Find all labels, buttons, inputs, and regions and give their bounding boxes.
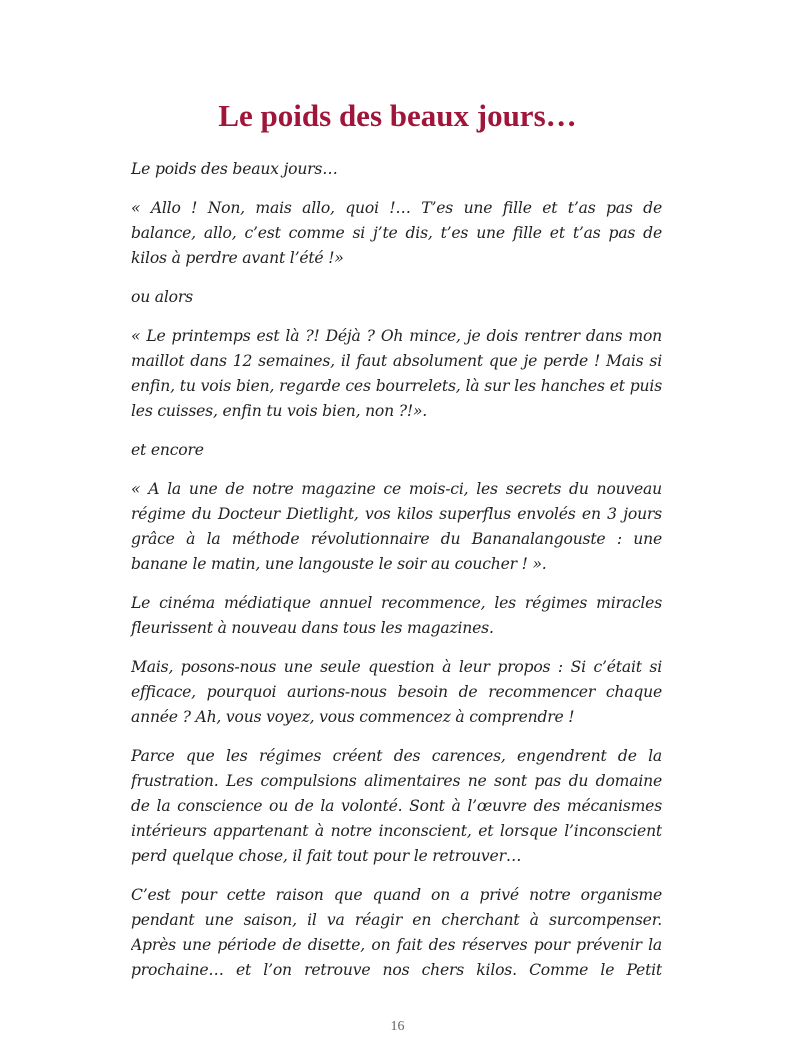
text-line: « Allo ! Non, mais allo, quoi !… T’es une fille et t’as pas de xyxy=(131,199,662,217)
paragraph xyxy=(131,157,662,182)
text-line: les cuisses, enfin tu vois bien, non ?!». xyxy=(131,402,428,420)
text-line: pendant une saison, il va réagir en cherchant à surcompenser. xyxy=(131,911,662,929)
paragraph xyxy=(131,477,662,577)
text-line: de la conscience ou de la volonté. Sont à l’œuvre des mécanismes xyxy=(131,797,662,815)
text-line: grâce à la méthode révolutionnaire du Bananalangouste : une xyxy=(131,530,662,548)
paragraph xyxy=(131,324,662,424)
text-line: Mais, posons-nous une seule question à leur propos : Si c’était si xyxy=(131,658,662,676)
text-line: année ? Ah, vous voyez, vous commencez à comprendre ! xyxy=(131,708,575,726)
paragraph xyxy=(131,591,662,641)
paragraph xyxy=(131,883,662,983)
text-line: « Le printemps est là ?! Déjà ? Oh mince, je dois rentrer dans mon xyxy=(131,327,662,345)
text-line: banane le matin, une langouste le soir au coucher ! ». xyxy=(131,555,547,573)
page-title: Le poids des beaux jours… xyxy=(218,98,577,133)
paragraph xyxy=(131,196,662,271)
paragraph xyxy=(131,744,662,869)
text-line: Le cinéma médiatique annuel recommence, les régimes miracles xyxy=(131,594,662,612)
text-line: « A la une de notre magazine ce mois-ci, les secrets du nouveau xyxy=(131,480,662,498)
text-line: ou alors xyxy=(131,288,193,306)
paragraph xyxy=(131,655,662,730)
page-number: 16 xyxy=(390,1019,405,1034)
text-line: et encore xyxy=(131,441,204,459)
text-line: prochaine… et l’on retrouve nos chers kilos. Comme le Petit xyxy=(131,961,662,979)
text-line: intérieurs appartenant à notre inconscient, et lorsque l’inconscient xyxy=(131,822,662,840)
text-line: kilos à perdre avant l’été !» xyxy=(131,249,344,267)
text-line: frustration. Les compulsions alimentaires ne sont pas du domaine xyxy=(131,772,662,790)
text-line: régime du Docteur Dietlight, vos kilos superflus envolés en 3 jours xyxy=(131,505,662,523)
text-line: perd quelque chose, il fait tout pour le retrouver… xyxy=(131,847,522,865)
text-line: maillot dans 12 semaines, il faut absolument que je perde ! Mais si xyxy=(131,352,662,370)
text-line: efficace, pourquoi aurions-nous besoin de recommencer chaque xyxy=(131,683,662,701)
text-line: Le poids des beaux jours… xyxy=(131,160,338,178)
text-line: Parce que les régimes créent des carences, engendrent de la xyxy=(131,747,662,765)
text-line: Après une période de disette, on fait des réserves pour prévenir la xyxy=(131,936,662,954)
text-line: C’est pour cette raison que quand on a privé notre organisme xyxy=(131,886,662,904)
text-line: enfin, tu vois bien, regarde ces bourrelets, là sur les hanches et puis xyxy=(131,377,662,395)
body-text xyxy=(131,157,662,997)
paragraph xyxy=(131,438,662,463)
paragraph xyxy=(131,285,662,310)
text-line: fleurissent à nouveau dans tous les magazines. xyxy=(131,619,494,637)
text-line: balance, allo, c’est comme si j’te dis, t’es une fille et t’as pas de xyxy=(131,224,662,242)
